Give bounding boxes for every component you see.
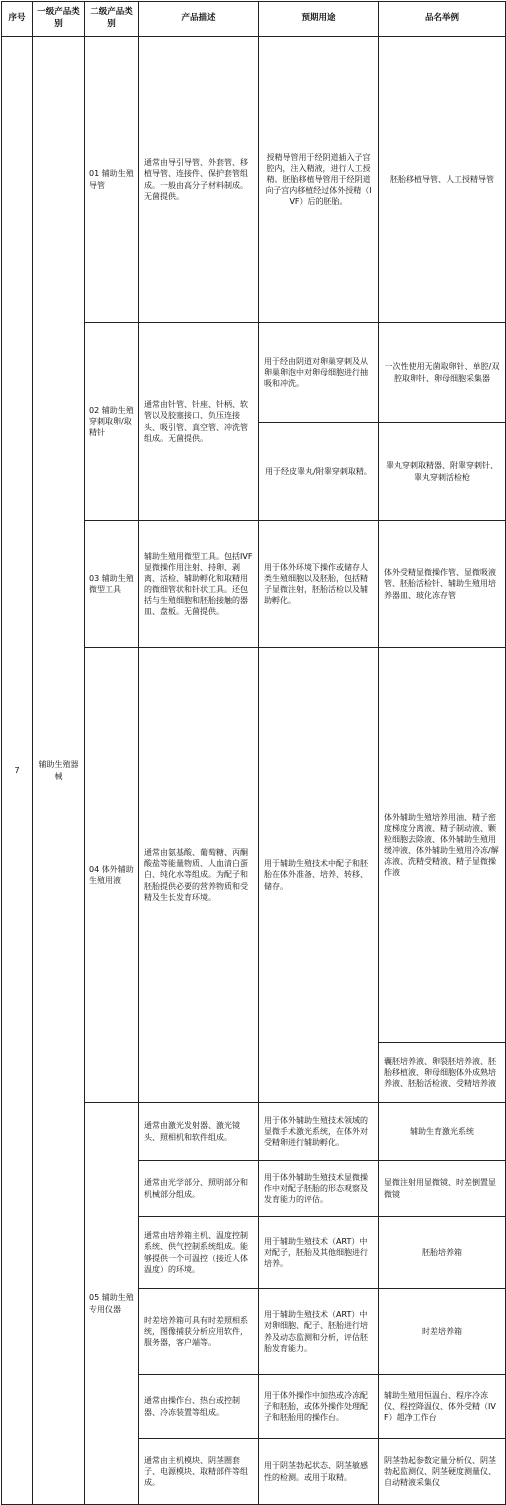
header-desc: 产品描述 <box>139 2 259 37</box>
product-description: 通常由培养箱主机、温度控制系统、供气控制系统组成。能够提供一个可温控（接近人体温度）的环境。 <box>139 1217 259 1289</box>
product-description: 通常由导引导管、外套管、移植导管、连接件、保护套管组成。一般由高分子材料制成。无菌提供。 <box>139 37 259 323</box>
product-description: 通常由氨基酸、葡萄糖、丙酮酸盐等能量物质、人血清白蛋白、纯化水等组成。为配子和胚胎提供必要的营养物质和受精及生长发育环境。 <box>139 648 259 1103</box>
category-level2: 04 体外辅助生殖用液 <box>85 648 139 1103</box>
product-examples: 一次性使用无菌取卵针、单腔/双腔取卵针、卵母细胞采集器 <box>379 323 506 423</box>
product-description: 通常由激光发射器、激光镜头、照相机和软件组成。 <box>139 1103 259 1161</box>
product-examples: 囊胚培养液、卵裂胚培养液、胚胎移植液、卵母细胞体外成熟培养液、胚胎活检液、受精培养液 <box>379 1043 506 1103</box>
product-examples: 辅助生育激光系统 <box>379 1103 506 1161</box>
product-examples: 胚胎培养箱 <box>379 1217 506 1289</box>
product-description: 通常由操作台、热台或控制器、冷冻装置等组成。 <box>139 1375 259 1439</box>
header-examples: 品名举例 <box>379 2 506 37</box>
product-examples: 阴茎勃起参数定量分析仪、阴茎勃起监测仪、阴茎硬度测量仪、自动精液采集仪 <box>379 1439 506 1505</box>
header-use: 预期用途 <box>259 2 379 37</box>
row-number: 7 <box>2 37 33 1505</box>
product-description: 通常由针管、针座、针柄、软管以及胶塞接口、负压连接头、吸引管、真空管、冲洗管组成。无菌提供。 <box>139 323 259 521</box>
intended-use: 用于辅助生殖技术（ART）中对卵细胞、配子、胚胎进行培养及动态监测和分析，评估胚胎发育能力。 <box>259 1289 379 1375</box>
intended-use: 授精导管用于经阴道插入子宫腔内，注入精液，进行人工授精。胚胎移植导管用于经阴道向子宫内移植经过体外授精（IVF）后的胚胎。 <box>259 37 379 323</box>
intended-use: 用于经由阴道对卵巢穿刺及从卵巢卵泡中对卵母细胞进行抽吸和冲洗。 <box>259 323 379 423</box>
product-description: 通常由主机模块、阴茎圈套子、电源模块、取精部件等组成。 <box>139 1439 259 1505</box>
device-classification-table <box>1 1 506 1505</box>
product-examples: 时差培养箱 <box>379 1289 506 1375</box>
product-examples: 体外辅助生殖培养用油、精子密度梯度分离液、精子制动液、颗粒细胞去除液、体外辅助生殖用缓冲液、体外辅助生殖用冷冻/解冻液、洗精受精液、精子显微操作液 <box>379 648 506 1043</box>
intended-use: 用于体外辅助生殖技术显微操作中对配子胚胎的形态观察及发育能力的评估。 <box>259 1161 379 1217</box>
category-level2: 03 辅助生殖微型工具 <box>85 521 139 648</box>
intended-use: 用于体外操作中加热或冷冻配子和胚胎，或体外操作处理配子和胚胎用的操作台。 <box>259 1375 379 1439</box>
product-description: 时差培养箱可具有时差照相系统，图像捕获分析应用软件，服务器，客户端等。 <box>139 1289 259 1375</box>
category-level1: 辅助生殖器械 <box>33 37 85 1505</box>
product-examples: 显微注射用显微镜、时差倒置显微镜 <box>379 1161 506 1217</box>
intended-use: 用于辅助生殖技术（ART）中对配子，胚胎及其他细胞进行培养。 <box>259 1217 379 1289</box>
header-no: 序号 <box>2 2 33 37</box>
header-cat1: 一级产品类别 <box>33 2 85 37</box>
intended-use: 用于阴茎勃起状态、阴茎敏感性的检测。或用于取精。 <box>259 1439 379 1505</box>
category-level2: 02 辅助生殖穿刺取卵/取精针 <box>85 323 139 521</box>
product-examples: 体外受精显微操作管、显微吸液管、胚胎活检针、辅助生殖用培养器皿、玻化冻存管 <box>379 521 506 648</box>
table-row <box>2 37 506 323</box>
intended-use: 用于体外辅助生殖技术领域的显微手术激光系统，在体外对受精卵进行辅助孵化。 <box>259 1103 379 1161</box>
product-description: 通常由光学部分、照明部分和机械部分组成。 <box>139 1161 259 1217</box>
product-description: 辅助生殖用微型工具。包括IVF显微操作用注射、持卵、剥离、活检、辅助孵化和取精用的微细管状和针状工具。还包括与生殖细胞和胚胎接触的器皿、盘板。无菌提供。 <box>139 521 259 648</box>
intended-use: 用于经皮睾丸/附睾穿刺取精。 <box>259 423 379 521</box>
intended-use: 用于辅助生殖技术中配子和胚胎在体外准备、培养、转移、储存。 <box>259 648 379 1103</box>
category-level2: 05 辅助生殖专用仪器 <box>85 1103 139 1505</box>
product-examples: 睾丸穿刺取精器、附睾穿刺针、睾丸穿刺活检枪 <box>379 423 506 521</box>
header-row <box>2 2 506 37</box>
intended-use: 用于体外环境下操作或储存人类生殖细胞以及胚胎，包括精子显微注射，胚胎活检以及辅助孵化。 <box>259 521 379 648</box>
product-examples: 胚胎移植导管、人工授精导管 <box>379 37 506 323</box>
product-examples: 辅助生殖用恒温台、程序冷冻仪、程控降温仪、体外受精（IVF）超净工作台 <box>379 1375 506 1439</box>
category-level2: 01 辅助生殖导管 <box>85 37 139 323</box>
header-cat2: 二级产品类别 <box>85 2 139 37</box>
